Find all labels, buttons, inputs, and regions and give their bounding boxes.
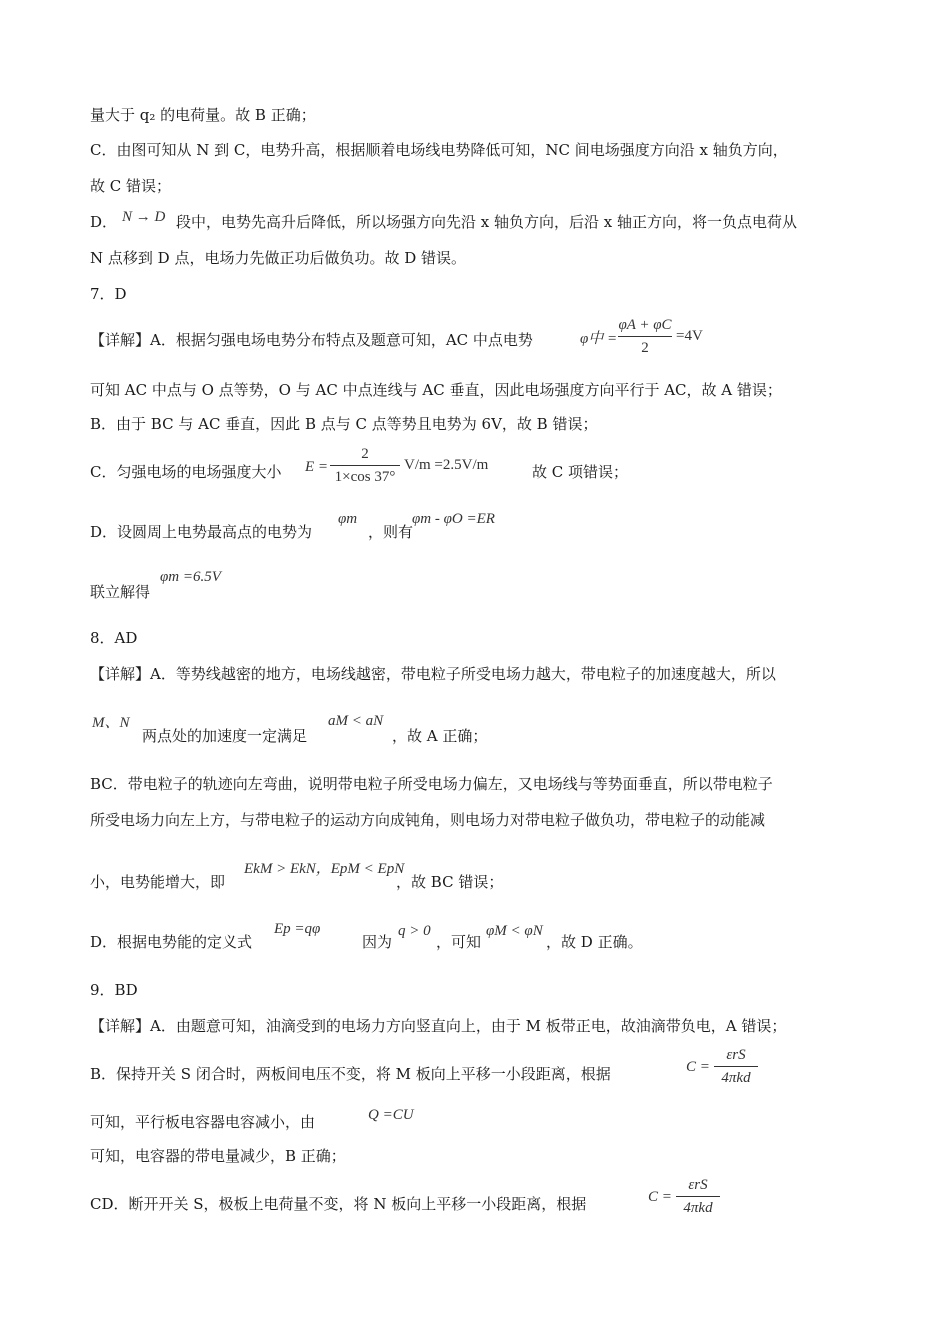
- fraction-bar: [676, 1196, 720, 1197]
- formula-m-n: M、N: [92, 715, 130, 731]
- text-line: C．由图可知从 N 到 C，电势升高，根据顺着电场线电势降低可知，NC 间电场强度方向沿 x 轴负方向，: [90, 141, 788, 159]
- text-line: 故 C 项错误；: [532, 463, 629, 481]
- formula-c-lhs-2: C =: [648, 1189, 672, 1205]
- text-line: 【详解】A．等势线越密的地方，电场线越密，带电粒子所受电场力越大，带电粒子的加速度越大，所以: [90, 665, 776, 683]
- text-line: ，故 A 正确；: [392, 727, 488, 745]
- text-line: 故 C 错误；: [90, 177, 172, 195]
- fraction-bar: [714, 1066, 758, 1067]
- text-line: 可知，电容器的带电量减少，B 正确；: [90, 1147, 346, 1165]
- fraction-numerator: εrS: [726, 1047, 746, 1063]
- text-line: CD．断开开关 S，极板上电荷量不变，将 N 板向上平移一小段距离，根据: [90, 1195, 587, 1213]
- text-line: 可知 AC 中点与 O 点等势，O 与 AC 中点连线与 AC 垂直，因此电场强度方向平行于 AC，故 A 错误；: [90, 381, 782, 399]
- text-line: 两点处的加速度一定满足: [142, 727, 308, 745]
- formula-phi-mid-fraction: [618, 316, 672, 358]
- text-line: C．匀强电场的电场强度大小: [90, 463, 282, 481]
- formula-e-lhs: E =: [305, 459, 329, 475]
- fraction-denominator: 2: [641, 340, 649, 356]
- text-line: ，故 D 正确。: [546, 933, 643, 951]
- text-line: D．设圆周上电势最高点的电势为: [90, 523, 313, 541]
- formula-e-rhs: V/m =2.5V/m: [404, 457, 489, 473]
- formula-phi-inequality: φM < φN: [486, 923, 543, 939]
- text-line: ，故 BC 错误；: [396, 873, 504, 891]
- formula-phi-m-value: φm =6.5V: [160, 569, 221, 585]
- answer-7: 7．D: [90, 285, 127, 303]
- formula-q-positive: q > 0: [398, 923, 431, 939]
- text-line: 小，电势能增大，即: [90, 873, 226, 891]
- formula-phi-m: φm: [338, 511, 358, 527]
- text-line: BC．带电粒子的轨迹向左弯曲，说明带电粒子所受电场力偏左，又电场线与等势面垂直，所以带电粒子: [90, 775, 773, 793]
- fraction-numerator: 2: [361, 446, 369, 462]
- text-line: 联立解得: [90, 583, 151, 601]
- formula-ep-definition: Ep =qφ: [274, 921, 321, 937]
- fraction-denominator: 1×cos 37°: [334, 469, 396, 485]
- formula-q-cu: Q =CU: [368, 1107, 414, 1123]
- text-line: D．: [90, 213, 118, 231]
- fraction-bar: [618, 336, 672, 337]
- text-line: D．根据电势能的定义式: [90, 933, 253, 951]
- text-line: B．由于 BC 与 AC 垂直，因此 B 点与 C 点等势且电势为 6V，故 B 错误；: [90, 415, 598, 433]
- text-line: ，则有: [368, 523, 414, 541]
- text-line: B．保持开关 S 闭合时，两板间电压不变，将 M 板向上平移一小段距离，根据: [90, 1065, 611, 1083]
- text-line: 所受电场力向左上方，与带电粒子的运动方向成钝角，则电场力对带电粒子做负功，带电粒子的动能减: [90, 811, 766, 829]
- fraction-bar: [330, 465, 400, 466]
- formula-n-to-d: N → D: [122, 209, 166, 225]
- formula-energy-inequality: EkM > EkN，EpM < EpN: [244, 861, 405, 877]
- text-line: 段中，电势先高升后降低，所以场强方向先沿 x 轴负方向，后沿 x 轴正方向，将一负点电荷从: [176, 213, 797, 231]
- fraction-denominator: 4πkd: [683, 1200, 713, 1216]
- text-line: 因为: [362, 933, 393, 951]
- fraction-numerator: φA + φC: [618, 317, 672, 333]
- formula-phi-m-eq: φm - φO =ER: [412, 511, 495, 527]
- formula-c-lhs-1: C =: [686, 1059, 710, 1075]
- answer-8: 8．AD: [90, 629, 138, 647]
- formula-phi-mid-lhs: φ中 =: [580, 331, 618, 347]
- formula-e-fraction: [330, 445, 400, 487]
- formula-phi-mid-rhs: =4V: [676, 328, 703, 344]
- text-line: 可知，平行板电容器电容减小，由: [90, 1113, 316, 1131]
- formula-c-fraction-1: [714, 1046, 758, 1088]
- text-line: 【详解】A．由题意可知，油滴受到的电场力方向竖直向上，由于 M 板带正电，故油滴带负电，A 错误；: [90, 1017, 787, 1035]
- text-line: 量大于 q₂ 的电荷量。故 B 正确；: [90, 106, 316, 124]
- text-line: N 点移到 D 点，电场力先做正功后做负功。故 D 错误。: [90, 249, 467, 267]
- formula-a-inequality: aM < aN: [328, 713, 384, 729]
- fraction-numerator: εrS: [688, 1177, 708, 1193]
- text-line: 【详解】A．根据匀强电场电势分布特点及题意可知，AC 中点电势: [90, 331, 533, 349]
- text-line: ，可知: [436, 933, 482, 951]
- fraction-denominator: 4πkd: [721, 1070, 751, 1086]
- answer-9: 9．BD: [90, 981, 138, 999]
- formula-c-fraction-2: [676, 1176, 720, 1218]
